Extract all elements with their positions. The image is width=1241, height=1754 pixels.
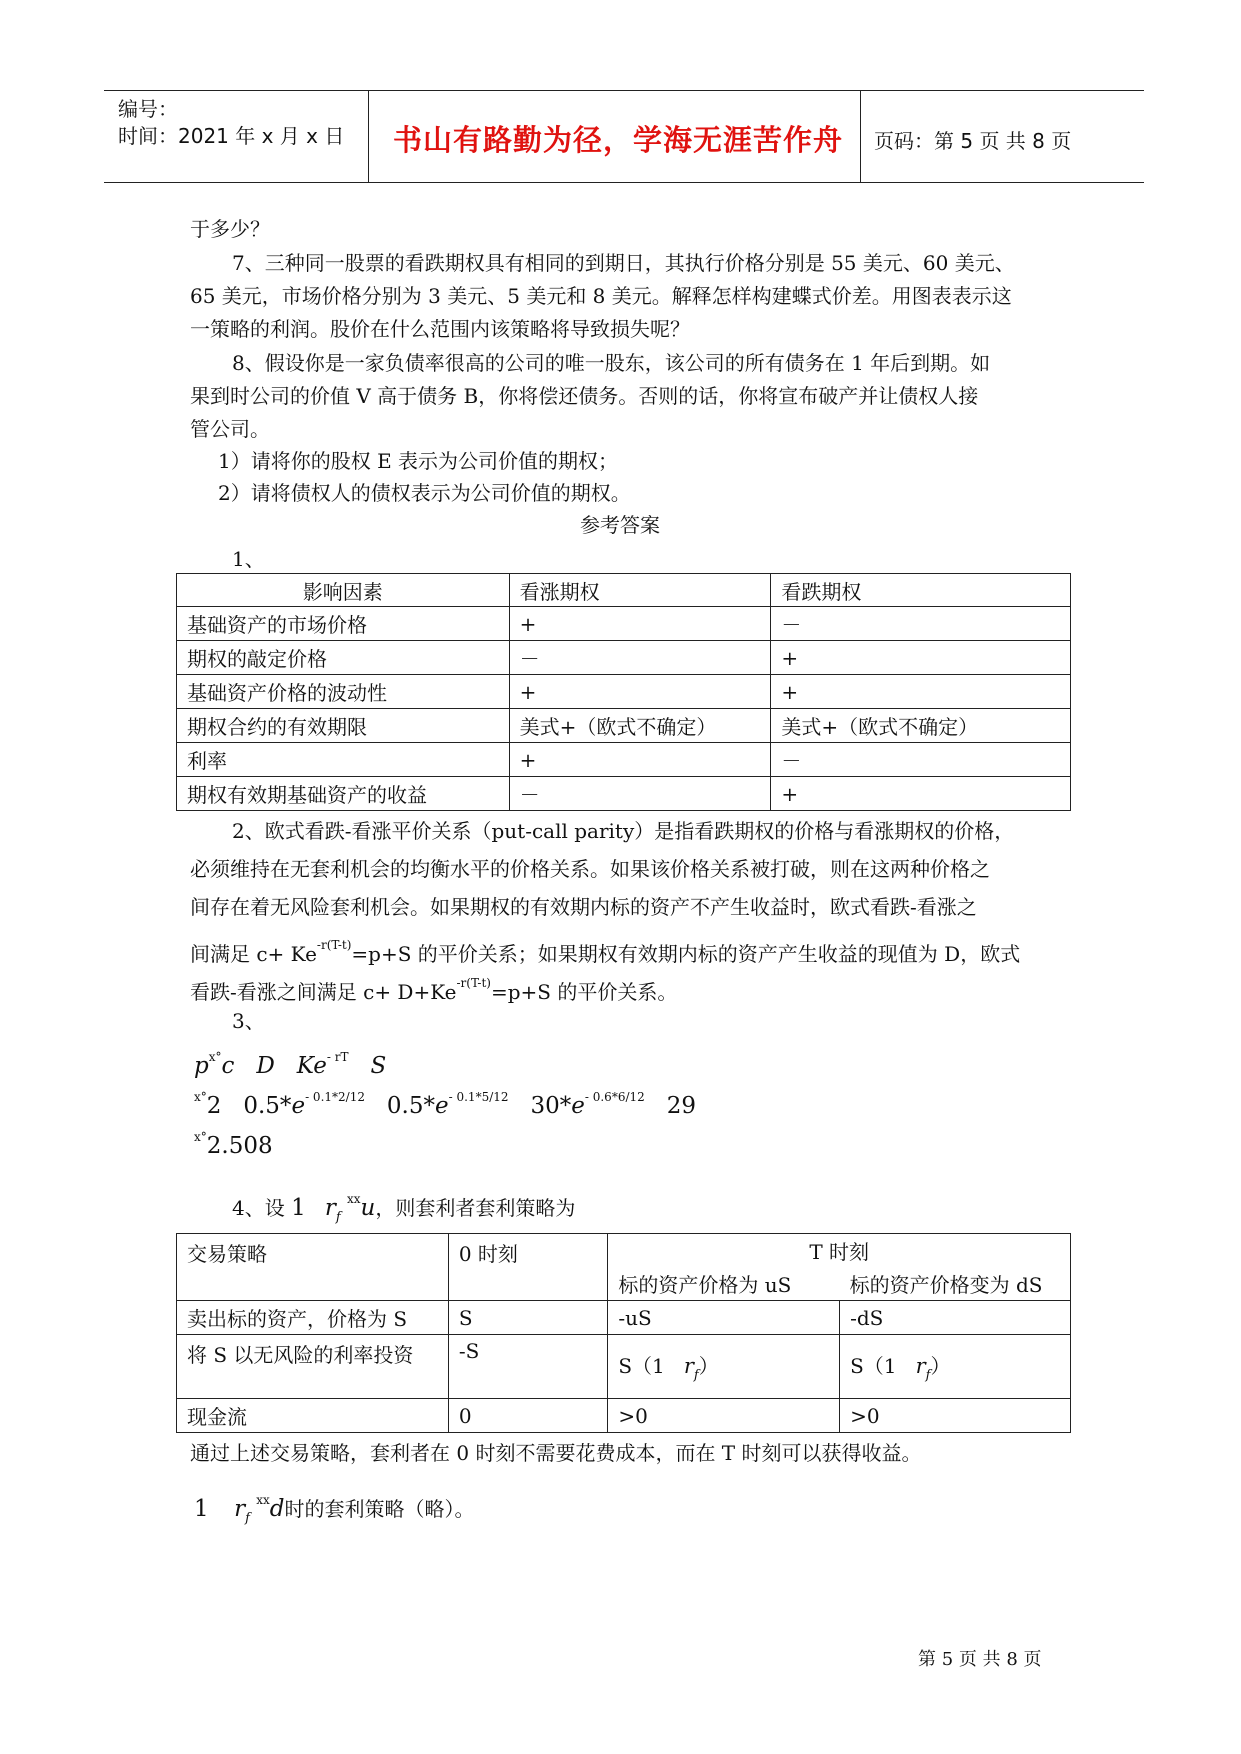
question-8-line3: 管公司。 bbox=[190, 417, 270, 441]
table-cell: + bbox=[509, 675, 771, 709]
table-row bbox=[177, 1399, 1071, 1433]
answer-3-label: 3、 bbox=[232, 1009, 265, 1033]
table-header-cell: 标的资产价格变为 dS bbox=[840, 1267, 1071, 1301]
table-cell: S bbox=[448, 1301, 608, 1335]
question-7-line1: 7、三种同一股票的看跌期权具有相同的到期日，其执行价格分别是 55 美元、60 美元、 bbox=[232, 251, 1015, 275]
table-cell: 期权有效期基础资产的收益 bbox=[177, 777, 510, 811]
table-cell: 现金流 bbox=[177, 1399, 449, 1433]
text-segment: ） bbox=[930, 1354, 951, 1378]
formula-symbol: xx bbox=[346, 1192, 361, 1206]
formula-value: 30* bbox=[530, 1093, 572, 1119]
table-header-cell: 0 时刻 bbox=[448, 1234, 608, 1301]
table-row bbox=[177, 777, 1071, 811]
arbitrage-strategy-table bbox=[176, 1233, 1071, 1433]
table-cell: 期权的敲定价格 bbox=[177, 641, 510, 675]
formula-symbol: p bbox=[194, 1053, 209, 1079]
table-header-cell: 交易策略 bbox=[177, 1234, 449, 1301]
table-cell: -uS bbox=[608, 1301, 840, 1335]
header-bottom-rule bbox=[104, 182, 1144, 183]
formula-exponent: - 0.1*2/12 bbox=[305, 1090, 365, 1104]
page-footer: 第 5 页 共 8 页 bbox=[918, 1649, 1042, 1670]
table-header-cell: 标的资产价格为 uS bbox=[608, 1267, 840, 1301]
table-cell: -S bbox=[448, 1335, 608, 1399]
text-segment: =p+S 的平价关系；如果期权有效期内标的资产产生收益的现值为 D，欧式 bbox=[351, 942, 1021, 966]
header-motto-title: 书山有路勤为径，学海无涯苦作舟 bbox=[393, 123, 844, 157]
question-8-sub2: 2）请将债权人的债权表示为公司价值的期权。 bbox=[218, 481, 631, 505]
formula-line3 bbox=[194, 1130, 273, 1159]
formula-symbol: x° bbox=[194, 1090, 207, 1104]
table-cell: 美式+（欧式不确定） bbox=[771, 709, 1071, 743]
table-cell: >0 bbox=[840, 1399, 1071, 1433]
text-segment: S（1 bbox=[850, 1354, 897, 1378]
table-header-cell: 影响因素 bbox=[177, 574, 510, 607]
text-segment: 看跌-看涨之间满足 c+ D+Ke bbox=[190, 980, 457, 1004]
table-cell: 期权合约的有效期限 bbox=[177, 709, 510, 743]
table-cell: + bbox=[771, 777, 1071, 811]
formula-value: 29 bbox=[666, 1093, 696, 1119]
answer-2-line1: 2、欧式看跌-看涨平价关系（put-call parity）是指看跌期权的价格与看涨期权的价格， bbox=[232, 819, 1015, 843]
answer-2-line2: 必须维持在无套利机会的均衡水平的价格关系。如果该价格关系被打破，则在这两种价格之 bbox=[190, 857, 990, 881]
final-line bbox=[194, 1483, 475, 1536]
table-row bbox=[177, 1301, 1071, 1335]
formula-value: 0.5* bbox=[243, 1093, 292, 1119]
question-7-line3: 一策略的利润。股价在什么范围内该策略将导致损失呢？ bbox=[190, 317, 690, 341]
exponent: -r(T-t) bbox=[456, 976, 491, 990]
header-divider-right bbox=[860, 90, 861, 182]
question-8-line1: 8、假设你是一家负债率很高的公司的唯一股东，该公司的所有债务在 1 年后到期。如 bbox=[232, 351, 991, 375]
answer-4-line bbox=[232, 1182, 575, 1235]
table-cell: + bbox=[509, 607, 771, 641]
formula-exponent: - 0.6*6/12 bbox=[584, 1090, 645, 1104]
formula-symbol: r bbox=[915, 1354, 926, 1378]
formula-symbol: xx bbox=[256, 1493, 270, 1507]
text-line: 于多少？ bbox=[190, 217, 270, 241]
header-top-rule bbox=[104, 90, 1144, 91]
table-cell: 基础资产的市场价格 bbox=[177, 607, 510, 641]
formula-line1 bbox=[194, 1050, 386, 1079]
header-divider-left bbox=[368, 90, 369, 182]
table-cell: -dS bbox=[840, 1301, 1071, 1335]
answer-heading: 参考答案 bbox=[580, 513, 660, 537]
table-cell bbox=[608, 1335, 840, 1399]
table-cell: >0 bbox=[608, 1399, 840, 1433]
answer-1-label: 1、 bbox=[232, 547, 265, 571]
table-cell bbox=[840, 1335, 1071, 1399]
formula-symbol: Ke bbox=[296, 1053, 327, 1079]
table-cell: － bbox=[509, 777, 771, 811]
table-row bbox=[177, 743, 1071, 777]
table-row bbox=[177, 607, 1071, 641]
table-cell: － bbox=[771, 607, 1071, 641]
table-cell: 美式+（欧式不确定） bbox=[509, 709, 771, 743]
formula-value: 1 bbox=[194, 1496, 209, 1522]
table-row bbox=[177, 1335, 1071, 1399]
formula-subscript: f bbox=[925, 1368, 931, 1383]
table2-note: 通过上述交易策略，套利者在 0 时刻不需要花费成本，而在 T 时刻可以获得收益。 bbox=[190, 1441, 922, 1465]
table-cell: 卖出标的资产，价格为 S bbox=[177, 1301, 449, 1335]
formula-symbol: c bbox=[221, 1053, 235, 1079]
formula-symbol: D bbox=[256, 1053, 275, 1079]
table-cell: 0 bbox=[448, 1399, 608, 1433]
formula-symbol: e bbox=[291, 1093, 306, 1119]
text-segment: 间满足 c+ Ke bbox=[190, 942, 317, 966]
formula-symbol: r bbox=[234, 1496, 246, 1522]
formula-exponent: - rT bbox=[326, 1050, 349, 1064]
table-row bbox=[177, 641, 1071, 675]
table-cell: + bbox=[509, 743, 771, 777]
header-time-label: 时间：2021 年 x 月 x 日 bbox=[118, 124, 345, 148]
question-8-sub1: 1）请将你的股权 E 表示为公司价值的期权； bbox=[218, 449, 619, 473]
table-cell: － bbox=[771, 743, 1071, 777]
table-row bbox=[177, 709, 1071, 743]
formula-subscript: f bbox=[693, 1368, 699, 1383]
answer-2-line4 bbox=[190, 928, 1020, 971]
header-number-label: 编号： bbox=[118, 97, 178, 121]
table-header-cell: 看涨期权 bbox=[509, 574, 771, 607]
table-cell: 将 S 以无风险的利率投资 bbox=[177, 1335, 449, 1399]
formula-value: 0.5* bbox=[386, 1093, 435, 1119]
formula-subscript: f bbox=[245, 1511, 250, 1526]
formula-exponent: - 0.1*5/12 bbox=[448, 1090, 509, 1104]
answer-2-line5 bbox=[190, 966, 677, 1009]
formula-symbol: r bbox=[324, 1195, 336, 1221]
formula-symbol: x° bbox=[194, 1130, 207, 1144]
formula-value: 2.508 bbox=[206, 1133, 273, 1159]
formula-symbol: d bbox=[269, 1496, 285, 1522]
text-segment: ） bbox=[698, 1354, 719, 1378]
formula-symbol: e bbox=[571, 1093, 585, 1119]
formula-symbol: u bbox=[360, 1195, 376, 1221]
formula-symbol: e bbox=[434, 1093, 449, 1119]
text-segment: 时的套利策略（略）。 bbox=[284, 1497, 475, 1521]
text-segment: =p+S 的平价关系。 bbox=[490, 980, 678, 1004]
factors-table bbox=[176, 573, 1071, 811]
formula-symbol: r bbox=[683, 1354, 694, 1378]
exponent: -r(T-t) bbox=[316, 938, 352, 952]
text-segment: ，则套利者套利策略为 bbox=[375, 1196, 576, 1220]
formula-symbol: x° bbox=[208, 1050, 222, 1064]
table-cell: 利率 bbox=[177, 743, 510, 777]
table-cell: － bbox=[509, 641, 771, 675]
formula-line2 bbox=[194, 1090, 696, 1119]
question-7-line2: 65 美元，市场价格分别为 3 美元、5 美元和 8 美元。解释怎样构建蝶式价差。用图表表示这 bbox=[190, 284, 1012, 308]
text-segment: S（1 bbox=[618, 1354, 665, 1378]
table-header-cell: T 时刻 bbox=[608, 1234, 1071, 1267]
formula-symbol: S bbox=[370, 1053, 387, 1079]
question-8-line2: 果到时公司的价值 V 高于债务 B，你将偿还债务。否则的话，你将宣布破产并让债权人接 bbox=[190, 384, 979, 408]
header-page-label: 页码：第 5 页 共 8 页 bbox=[874, 129, 1072, 153]
table-header-cell: 看跌期权 bbox=[771, 574, 1071, 607]
formula-value: 1 bbox=[291, 1195, 306, 1221]
text-segment: 4、设 bbox=[232, 1196, 285, 1220]
table-cell: + bbox=[771, 641, 1071, 675]
table-cell: + bbox=[771, 675, 1071, 709]
table-row bbox=[177, 675, 1071, 709]
answer-2-line3: 间存在着无风险套利机会。如果期权的有效期内标的资产不产生收益时，欧式看跌-看涨之 bbox=[190, 895, 977, 919]
formula-value: 2 bbox=[206, 1093, 222, 1119]
table-cell: 基础资产价格的波动性 bbox=[177, 675, 510, 709]
formula-subscript: f bbox=[335, 1210, 341, 1225]
